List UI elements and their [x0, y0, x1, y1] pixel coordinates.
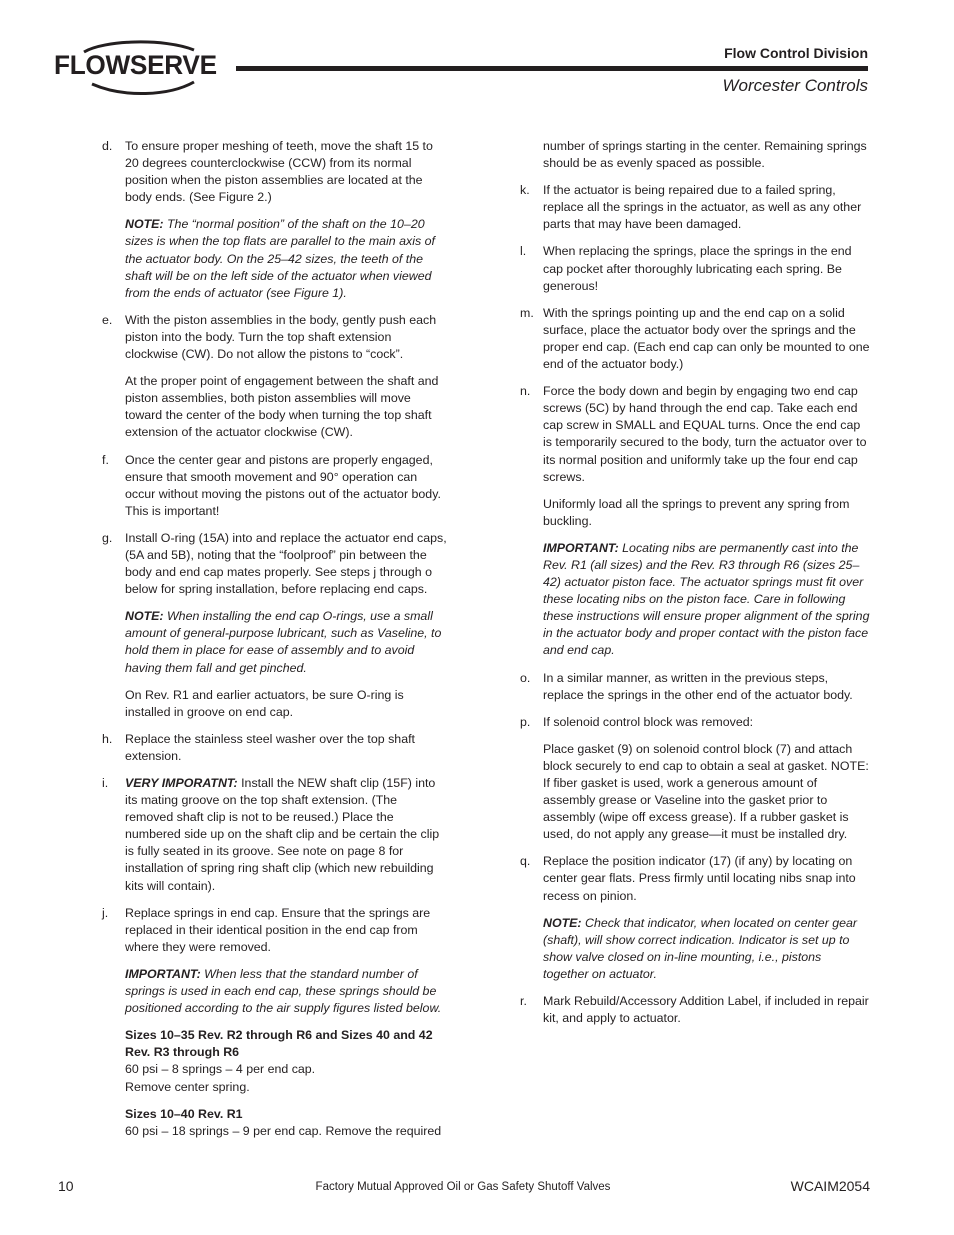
step-i [102, 775, 447, 895]
step-text: In a similar manner, as written in the previous steps, replace the springs in the other end of the actuator body. [543, 670, 853, 702]
step-text: Replace the position indicator (17) (if any) by locating on center gear flats. Press firmly until locating nibs snap into recess on pinion. [543, 854, 856, 903]
note-text: Check that indicator, when located on center gear (shaft), will show correct indication. Indicator is set up to show valve closed on in-line mounting, i.e., pistons together on actuator. [543, 915, 858, 981]
step-text: Once the center gear and pistons are properly engaged, ensure that smooth movement and 90° operation can occur without moving the pistons out of the actuator body. This is important! [125, 452, 441, 518]
step-marker: n. [520, 384, 531, 399]
step-text: Mark Rebuild/Accessory Addition Label, if included in repair kit, and apply to actuator. [543, 994, 869, 1026]
note-text: When installing the end cap O-rings, use a small amount of general-purpose lubricant, such as Vaseline, to hold them in place for ease of assembly and to avoid having them fall and get pinched. [125, 609, 442, 675]
step-marker: e. [102, 312, 113, 327]
step-m [520, 305, 870, 373]
step-marker: h. [102, 731, 113, 746]
sizes-block-1 [125, 1027, 447, 1095]
note-label: NOTE: [125, 609, 164, 624]
step-text: Replace the stainless steel washer over the top shaft extension. [125, 731, 415, 763]
step-l [520, 243, 870, 294]
step-r [520, 993, 870, 1027]
step-j-continued: number of springs starting in the center. Remaining springs should be as evenly spaced as possible. [543, 139, 867, 171]
page-number: 10 [58, 1178, 74, 1194]
step-h [102, 731, 447, 765]
sizes-line: 60 psi – 18 springs – 9 per end cap. Remove the required [125, 1123, 442, 1138]
step-marker: i. [102, 776, 109, 790]
step-text: When replacing the springs, place the springs in the end cap pocket after thoroughly lubricating each spring. Be generous! [543, 244, 852, 293]
note-label: IMPORTANT: [125, 966, 201, 981]
header-rule [236, 66, 868, 71]
step-note [543, 540, 870, 660]
note-label: NOTE: [125, 217, 164, 232]
brand-subtitle: Worcester Controls [722, 76, 868, 95]
step-k [520, 182, 870, 233]
step-text-2: On Rev. R1 and earlier actuators, be sure O-ring is installed in groove on end cap. [125, 687, 404, 719]
flowserve-logo [54, 38, 217, 100]
note-text: Locating nibs are permanently cast into the Rev. R1 (all sizes) and the Rev. R3 through R6 (sizes 25–42) actuator piston face. The actuator springs must fit over these locating nibs on the piston face. Care in following these instructions will ensure proper alignment of the spring in the actuator body and proper contact with the piston face and end cap. [543, 540, 870, 658]
step-text: Install O-ring (15A) into and replace the actuator end caps, (5A and 5B), noting that the “foolproof” pin between the body and end cap mates properly. See steps j through o below for spring installation, before replacing end caps. [125, 530, 447, 597]
step-text: Force the body down and begin by engaging two end cap screws (5C) by hand through the end cap. Take each end cap screw in SMALL and EQUAL turns. Once the end cap is temporarily secured to the body, turn the actuator over to its normal position and uniformly take up the four end cap screws. [543, 384, 867, 484]
step-text-2: Uniformly load all the springs to prevent any spring from buckling. [543, 496, 850, 528]
step-marker: k. [520, 183, 530, 198]
page-header [0, 0, 954, 110]
step-note [125, 966, 447, 1017]
step-marker: q. [520, 854, 531, 869]
step-e [102, 312, 447, 442]
warning-text: Install the NEW shaft clip (15F) into its mating groove on the top shaft extension. (The removed shaft clip is not to be reused.) Place the numbered side up on the shaft clip and be certain the clip is fully seated in its groove. See note on page 8 for installation of spring ring shaft clip (which new rebuilding kits will contain). [125, 776, 440, 893]
page-footer [0, 1176, 954, 1200]
step-marker: p. [520, 714, 531, 729]
step-text: With the piston assemblies in the body, gently push each piston into the body. Turn the top shaft extension clockwise (CW). Do not allow the pistons to “cock”. [125, 312, 437, 362]
footer-title: Factory Mutual Approved Oil or Gas Safety Shutoff Valves [315, 1181, 611, 1193]
step-note [125, 216, 447, 301]
left-column [102, 138, 447, 1150]
step-text-2: At the proper point of engagement between the shaft and piston assemblies, both piston assemblies will move toward the center of the body when turning the top shaft extension of the actuator clockwise (CW). [125, 374, 439, 440]
step-text: If the actuator is being repaired due to a failed spring, replace all the springs in the actuator, as well as any other parts that may have been damaged. [543, 183, 862, 232]
step-note [543, 915, 870, 983]
sizes-heading: Sizes 10–40 Rev. R1 [125, 1106, 243, 1121]
note-label: NOTE: [543, 915, 582, 930]
step-marker: m. [520, 305, 534, 320]
step-marker: l. [520, 244, 527, 259]
step-marker: d. [102, 139, 113, 153]
note-text: The “normal position” of the shaft on the 10–20 sizes is when the top flats are parallel to the main axis of the actuator body. On the 25–42 sizes, the teeth of the shaft will be on the left side of the actuator when viewed from the ends of actuator (see Figure 1). [125, 217, 435, 300]
step-d [102, 138, 447, 302]
step-text [125, 775, 447, 895]
warning-label: VERY IMPORATNT: [125, 776, 238, 790]
step-marker: r. [520, 994, 527, 1009]
step-q [520, 853, 870, 983]
step-text: To ensure proper meshing of teeth, move the shaft 15 to 20 degrees counterclockwise (CCW) from its normal position when the piston assemblies are located at the body ends. (See Figure 2.) [125, 139, 433, 205]
sizes-line: Remove center spring. [125, 1079, 250, 1094]
note-text: When less that the standard number of springs is used in each end cap, these springs should be positioned according to the air supply figures listed below. [125, 966, 442, 1016]
step-marker: g. [102, 530, 113, 545]
note-label: IMPORTANT: [543, 540, 619, 555]
step-text-2: Place gasket (9) on solenoid control block (7) and attach block securely to end cap to obtain a seal at gasket. NOTE: If fiber gasket is used, work a generous amount of assembly grease or Vaseline into the gasket prior to assembly (wipe off excess grease). If a rubber gasket is used, do not apply any grease—it must be installed dry. [543, 741, 869, 842]
step-p [520, 714, 870, 844]
right-column [520, 138, 870, 1037]
step-note [125, 608, 447, 676]
step-text: With the springs pointing up and the end cap on a solid surface, place the actuator body over the springs and the proper end cap. (Each end cap can only be mounted to one end of the actuator body.) [543, 305, 870, 372]
step-marker: j. [102, 905, 109, 920]
division-title: Flow Control Division [724, 45, 868, 61]
logo-text: FLOWSERVE [54, 50, 217, 80]
document-code: WCAIM2054 [790, 1178, 870, 1194]
step-marker: f. [102, 452, 109, 467]
step-text: Replace springs in end cap. Ensure that the springs are replaced in their identical position in the end cap from where they were removed. [125, 905, 431, 954]
step-n [520, 383, 870, 659]
step-j [102, 905, 447, 1140]
sizes-line: 60 psi – 8 springs – 4 per end cap. [125, 1062, 316, 1077]
step-text: If solenoid control block was removed: [543, 714, 754, 729]
sizes-block-2 [125, 1106, 447, 1140]
step-o [520, 670, 870, 704]
step-marker: o. [520, 670, 531, 685]
step-f [102, 452, 447, 520]
step-g [102, 530, 447, 721]
sizes-heading: Sizes 10–35 Rev. R2 through R6 and Sizes 40 and 42 Rev. R3 through R6 [125, 1028, 433, 1060]
